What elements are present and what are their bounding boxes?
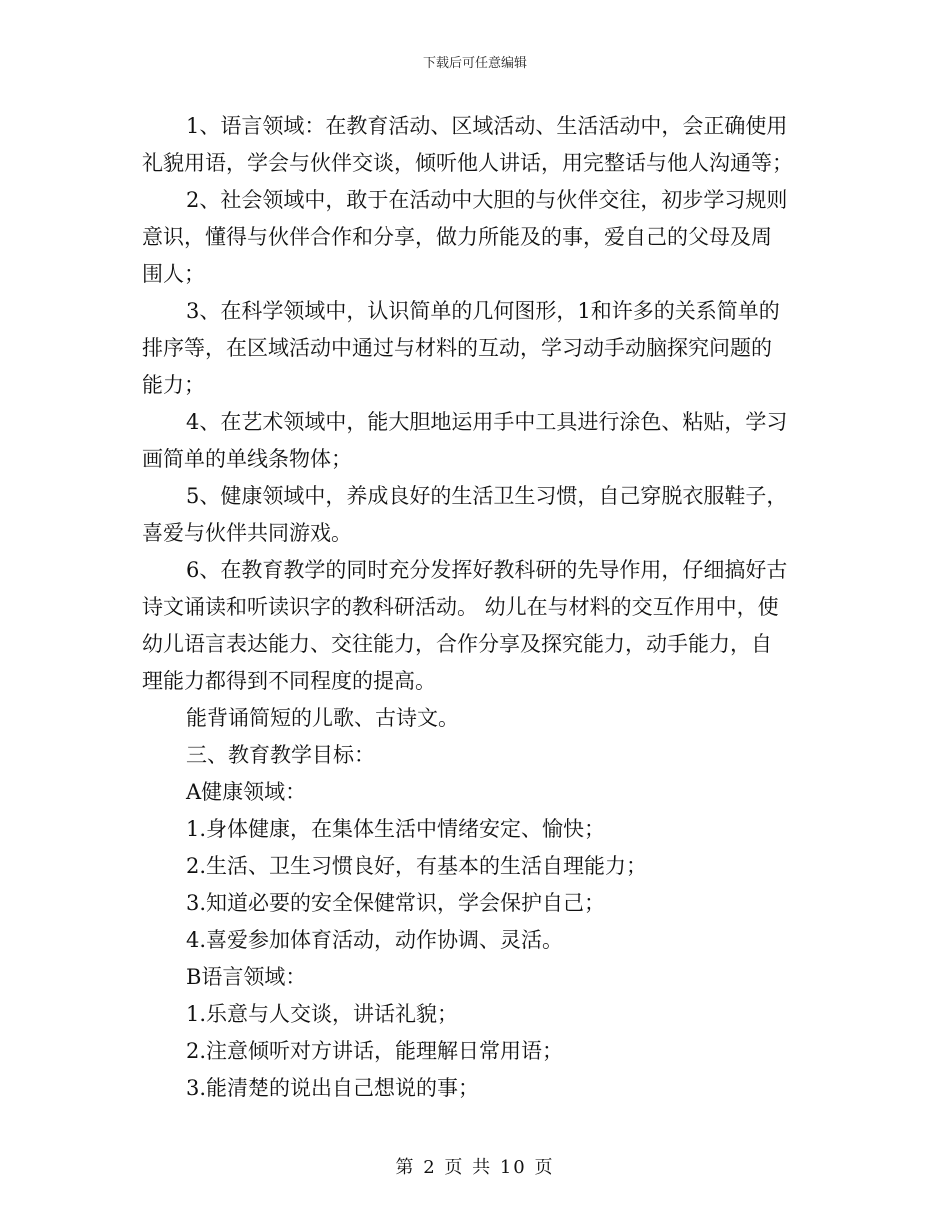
text-line: 2.注意倾听对方讲话，能理解日常用语；: [186, 1039, 564, 1063]
text-line: B语言领域：: [186, 965, 307, 989]
text-line: 幼儿语言表达能力、交往能力，合作分享及探究能力，动手能力，自: [142, 632, 772, 656]
text-line: 能背诵简短的儿歌、古诗文。: [186, 706, 459, 730]
text-line: 2、社会领域中，敢于在活动中大胆的与伙伴交往，初步学习规则: [186, 188, 788, 212]
text-line: 理能力都得到不同程度的提高。: [142, 669, 436, 693]
text-line: 诗文诵读和听读识字的教科研活动。 幼儿在与材料的交互作用中，使: [142, 595, 779, 619]
text-line: 4、在艺术领域中，能大胆地运用手中工具进行涂色、粘贴，学习: [186, 410, 788, 434]
text-line: 画简单的单线条物体；: [142, 447, 352, 471]
text-line: 1.乐意与人交谈，讲话礼貌；: [186, 1002, 459, 1026]
text-line: 围人；: [142, 262, 205, 286]
text-line: 3、在科学领域中，认识简单的几何图形，1和许多的关系简单的: [186, 299, 780, 323]
text-line: 三、教育教学目标：: [186, 743, 375, 767]
text-line: 1.身体健康，在集体生活中情绪安定、愉快；: [186, 817, 606, 841]
text-line: 3.能清楚的说出自己想说的事；: [186, 1076, 480, 1100]
document-body: [142, 108, 812, 1107]
text-line: 3.知道必要的安全保健常识，学会保护自己；: [186, 891, 606, 915]
text-line: 意识，懂得与伙伴合作和分享，做力所能及的事，爱自己的父母及周: [142, 225, 772, 249]
text-line: 喜爱与伙伴共同游戏。: [142, 521, 352, 545]
page-footer: 第 2 页 共 10 页: [395, 1157, 555, 1178]
page-header: 下载后可任意编辑: [422, 56, 527, 71]
text-line: 1、语言领域：在教育活动、区域活动、生活活动中，会正确使用: [186, 114, 788, 138]
text-line: 能力；: [142, 373, 205, 397]
text-line: 2.生活、卫生习惯良好，有基本的生活自理能力；: [186, 854, 648, 878]
text-line: 5、健康领域中，养成良好的生活卫生习惯，自己穿脱衣服鞋子，: [186, 484, 788, 508]
text-line: 4.喜爱参加体育活动，动作协调、灵活。: [186, 928, 564, 952]
text-line: 礼貌用语，学会与伙伴交谈，倾听他人讲话，用完整话与他人沟通等；: [142, 151, 793, 175]
text-line: 6、在教育教学的同时充分发挥好教科研的先导作用，仔细搞好古: [186, 558, 788, 582]
text-line: A健康领域：: [186, 780, 307, 804]
text-line: 排序等，在区域活动中通过与材料的互动，学习动手动脑探究问题的: [142, 336, 772, 360]
